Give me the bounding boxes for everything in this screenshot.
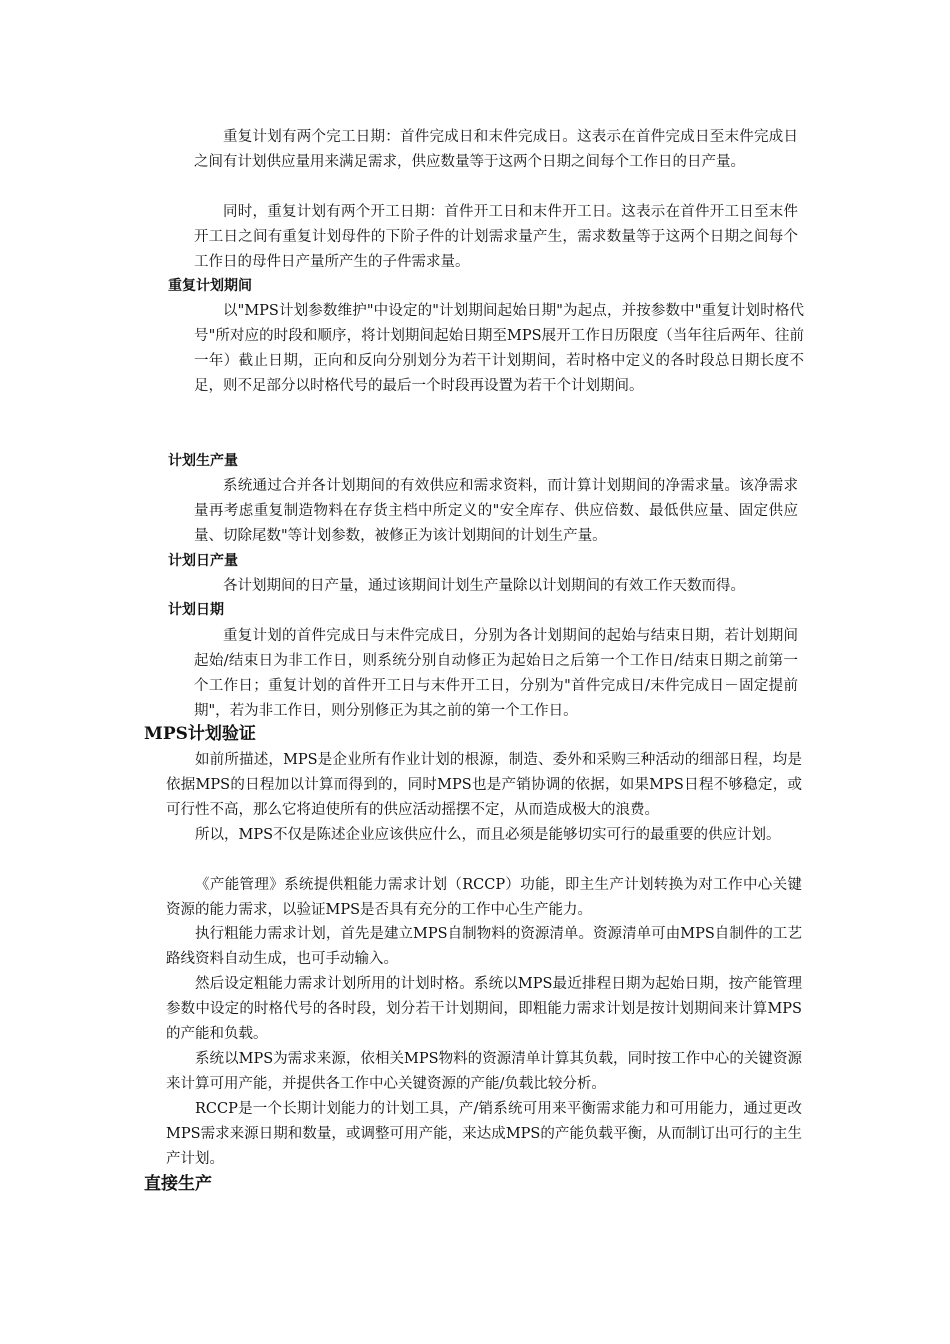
planned-qty-paragraph: 系统通过合并各计划期间的有效供应和需求资料，而计算计划期间的净需求量。该净需求量再考虑重复制造物料在存货主档中所定义的"安全库存、供应倍数、最低供应量、固定供应量、切除尾数"等计划参数，被修正为该计划期间的计划生产量。 [194,478,798,544]
plan-date-paragraph: 重复计划的首件完成日与末件完成日，分别为各计划期间的起始与结束日期，若计划期间起始/结束日为非工作日，则系统分别自动修正为起始日之后第一个工作日/结束日期之前第一个工作日；重复计划的首件开工日与末件开工日，分别为"首件完成日/末件完成日－固定提前期"，若为非工作日，则分别修正为其之前的第一个工作日。 [194,628,798,719]
mps-verify-paragraph-7: RCCP是一个长期计划能力的计划工具，产/销系统可用来平衡需求能力和可用能力，通过更改MPS需求来源日期和数量，或调整可用产能，来达成MPS的产能负载平衡，从而制订出可行的主生产计划。 [166,1101,802,1167]
repeat-intro-paragraph-1: 重复计划有两个完工日期：首件完成日和末件完成日。这表示在首件完成日至末件完成日之间有计划供应量用来满足需求，供应数量等于这两个日期之间每个工作日的日产量。 [194,129,798,170]
mps-verify-paragraph-4: 执行粗能力需求计划，首先是建立MPS自制物料的资源清单。资源清单可由MPS自制件的工艺路线资料自动生成，也可手动输入。 [166,926,802,967]
heading-plan-date: 计划日期 [168,602,224,618]
mps-verify-paragraph-5: 然后设定粗能力需求计划所用的计划时格。系统以MPS最近排程日期为起始日期，按产能管理参数中设定的时格代号的各时段，划分若干计划期间，即粗能力需求计划是按计划期间来计算MPS的产能和负载。 [166,976,802,1042]
heading-repeat-period: 重复计划期间 [168,278,252,294]
daily-qty-paragraph: 各计划期间的日产量，通过该期间计划生产量除以计划期间的有效工作天数而得。 [223,578,745,594]
mps-verify-paragraph-6: 系统以MPS为需求来源，依相关MPS物料的资源清单计算其负载，同时按工作中心的关键资源来计算可用产能，并提供各工作中心关键资源的产能/负载比较分析。 [166,1051,802,1092]
mps-verify-paragraph-1: 如前所描述，MPS是企业所有作业计划的根源，制造、委外和采购三种活动的细部日程，均是依据MPS的日程加以计算而得到的，同时MPS也是产销协调的依据，如果MPS日程不够稳定，或可行性不高，那么它将迫使所有的供应活动摇摆不定，从而造成极大的浪费。 [166,752,802,818]
heading-direct-production: 直接生产 [144,1174,212,1194]
mps-verify-paragraph-3: 《产能管理》系统提供粗能力需求计划（RCCP）功能，即主生产计划转换为对工作中心关键资源的能力需求，以验证MPS是否具有充分的工作中心生产能力。 [166,877,802,918]
heading-daily-qty: 计划日产量 [168,553,238,569]
mps-verify-paragraph-2: 所以，MPS不仅是陈述企业应该供应什么，而且必须是能够切实可行的最重要的供应计划。 [195,827,781,843]
repeat-intro-paragraph-2: 同时，重复计划有两个开工日期：首件开工日和末件开工日。这表示在首件开工日至末件开工日之间有重复计划母件的下阶子件的计划需求量产生，需求数量等于这两个日期之间每个工作日的母件日产量所产生的子件需求量。 [194,204,798,270]
repeat-period-paragraph: 以"MPS计划参数维护"中设定的"计划期间起始日期"为起点，并按参数中"重复计划时格代号"所对应的时段和顺序，将计划期间起始日期至MPS展开工作日历限度（当年往后两年、往前一年）截止日期，正向和反向分别划分为若干计划期间，若时格中定义的各时段总日期长度不足，则不足部分以时格代号的最后一个时段再设置为若干个计划期间。 [194,303,804,394]
heading-mps-verify: MPS计划验证 [144,724,256,744]
heading-planned-qty: 计划生产量 [168,453,238,469]
